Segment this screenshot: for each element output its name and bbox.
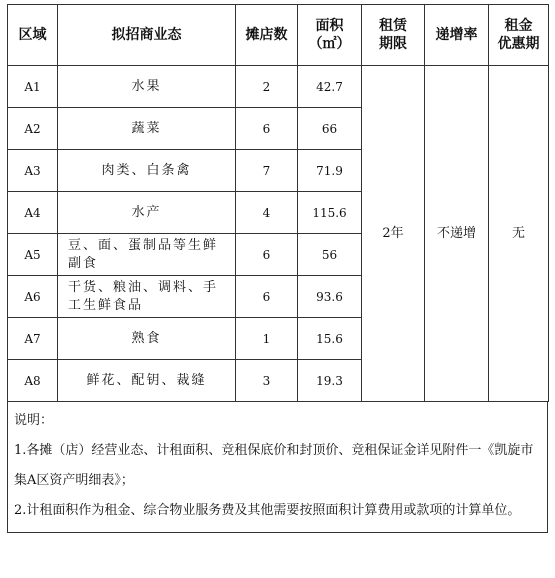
cell-stalls: 6	[236, 234, 298, 276]
header-size-line2: （㎡）	[308, 36, 351, 52]
cell-stalls: 7	[236, 150, 298, 192]
header-area: 区域	[8, 5, 58, 66]
notes-item-1: 1.各摊（店）经营业态、计租面积、竞租保底价和封顶价、竞租保证金详见附件一《凯旋市集A区资产明细表》；	[14, 443, 534, 488]
header-size-line1: 面积	[315, 18, 344, 34]
cell-business: 蔬菜	[58, 108, 236, 150]
cell-lease-merged: 2年	[362, 66, 425, 402]
cell-stalls: 1	[236, 318, 298, 360]
cell-area: A5	[8, 234, 58, 276]
cell-area: A3	[8, 150, 58, 192]
asset-table	[7, 4, 549, 402]
cell-area: A8	[8, 360, 58, 402]
header-lease-line1: 租赁	[379, 18, 407, 34]
notes-section	[7, 402, 548, 533]
table-row	[8, 66, 549, 108]
header-increase: 递增率	[425, 5, 489, 66]
cell-size: 19.3	[298, 360, 362, 402]
header-lease-line2: 期限	[379, 36, 407, 52]
cell-business: 水产	[58, 192, 236, 234]
cell-size: 93.6	[298, 276, 362, 318]
header-discount-line1: 租金	[504, 18, 533, 34]
cell-stalls: 6	[236, 276, 298, 318]
cell-business: 干货、粮油、调料、手工生鲜食品	[58, 276, 236, 318]
cell-area: A4	[8, 192, 58, 234]
cell-business: 肉类、白条禽	[58, 150, 236, 192]
header-discount	[489, 5, 549, 66]
header-stalls: 摊店数	[236, 5, 298, 66]
cell-size: 71.9	[298, 150, 362, 192]
notes-item-2: 2.计租面积作为租金、综合物业服务费及其他需要按照面积计算费用或款项的计算单位。	[14, 503, 521, 518]
cell-stalls: 6	[236, 108, 298, 150]
header-size	[298, 5, 362, 66]
document	[7, 4, 548, 533]
cell-stalls: 2	[236, 66, 298, 108]
cell-stalls: 4	[236, 192, 298, 234]
cell-business: 熟食	[58, 318, 236, 360]
cell-size: 66	[298, 108, 362, 150]
cell-increase-merged: 不递增	[425, 66, 489, 402]
notes-title: 说明：	[14, 413, 54, 428]
cell-size: 115.6	[298, 192, 362, 234]
cell-area: A1	[8, 66, 58, 108]
cell-business: 鲜花、配钥、裁缝	[58, 360, 236, 402]
cell-area: A7	[8, 318, 58, 360]
cell-discount-merged: 无	[489, 66, 549, 402]
header-discount-line2: 优惠期	[497, 36, 540, 52]
header-lease	[362, 5, 425, 66]
cell-business: 水果	[58, 66, 236, 108]
cell-stalls: 3	[236, 360, 298, 402]
cell-size: 56	[298, 234, 362, 276]
header-row	[8, 5, 549, 66]
cell-area: A2	[8, 108, 58, 150]
cell-business: 豆、面、蛋制品等生鲜副食	[58, 234, 236, 276]
cell-size: 42.7	[298, 66, 362, 108]
cell-area: A6	[8, 276, 58, 318]
header-business: 拟招商业态	[58, 5, 236, 66]
cell-size: 15.6	[298, 318, 362, 360]
